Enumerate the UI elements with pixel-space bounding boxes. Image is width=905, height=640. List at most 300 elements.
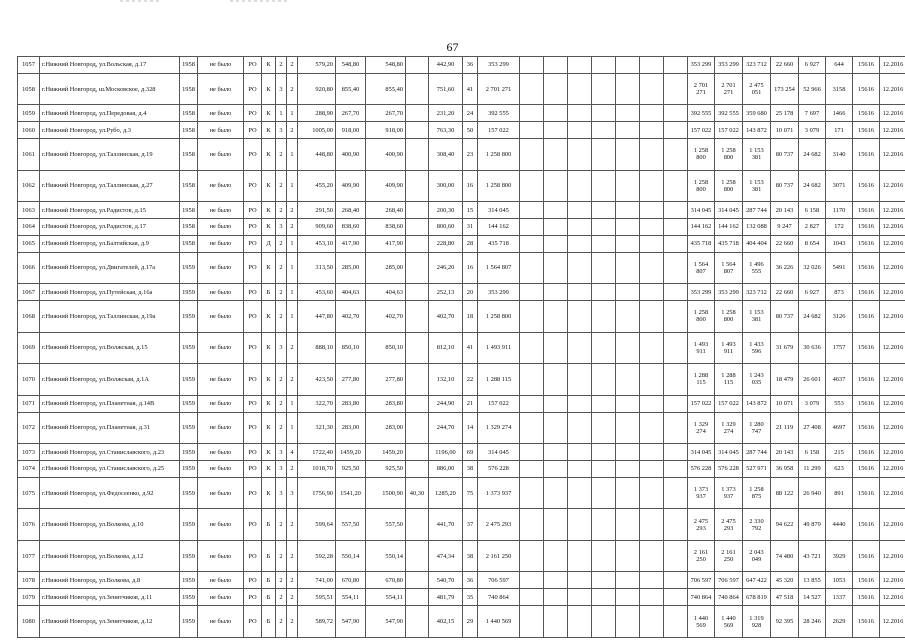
empty-cell (520, 252, 544, 284)
area-living: 838,60 (336, 219, 366, 236)
empty-cell (640, 170, 664, 202)
status: не было (198, 301, 244, 333)
floors: 2 (276, 364, 287, 396)
area-extra (406, 572, 429, 589)
empty-cell (568, 477, 592, 509)
cost-4: 80 737 (771, 170, 799, 202)
cost-1: 740 864 (688, 589, 715, 606)
area-living-2: 548,80 (366, 57, 406, 74)
area-total: 448,80 (298, 139, 336, 171)
empty-cell (544, 301, 568, 333)
build-year: 1959 (180, 252, 198, 284)
status: не было (198, 252, 244, 284)
cost-3: 2 475 051 (743, 73, 771, 105)
area-living: 548,80 (336, 57, 366, 74)
cost-total: 2 701 271 (478, 73, 520, 105)
days: 2629 (826, 606, 853, 638)
address: г.Нижний Новгород, ул.Балтийская, д.9 (40, 235, 180, 252)
row-number: 1061 (18, 139, 40, 171)
empty-cell (568, 284, 592, 301)
empty-cell (616, 252, 640, 284)
area-living-2: 850,10 (366, 332, 406, 364)
cost-1: 157 022 (688, 122, 715, 139)
area-total: 1005,00 (298, 122, 336, 139)
area-extra (406, 332, 429, 364)
empty-cell (592, 73, 616, 105)
cost-total: 706 597 (478, 572, 520, 589)
cost-2: 1 493 911 (715, 332, 743, 364)
date: 12.2016 (880, 332, 905, 364)
days: 171 (826, 122, 853, 139)
status: не было (198, 219, 244, 236)
wall-type: К (262, 170, 276, 202)
date: 12.2016 (880, 395, 905, 412)
status: не было (198, 284, 244, 301)
area-nonres: 763,30 (429, 122, 463, 139)
area-extra (406, 219, 429, 236)
empty-cell (568, 412, 592, 444)
cost-4: 20 143 (771, 444, 799, 461)
days: 891 (826, 477, 853, 509)
row-number: 1080 (18, 606, 40, 638)
code: 15616 (853, 57, 880, 74)
entrances: 2 (287, 57, 298, 74)
empty-cell (544, 57, 568, 74)
empty-cell (592, 332, 616, 364)
code: 15616 (853, 122, 880, 139)
code: 15616 (853, 412, 880, 444)
cost-4: 36 958 (771, 460, 799, 477)
area-living: 268,40 (336, 202, 366, 219)
empty-cell (568, 219, 592, 236)
area-nonres: 308,40 (429, 139, 463, 171)
area-living-2: 417,90 (366, 235, 406, 252)
empty-cell (592, 444, 616, 461)
area-living-2: 402,70 (366, 301, 406, 333)
cost-1: 435 718 (688, 235, 715, 252)
entrances: 2 (287, 589, 298, 606)
entrances: 2 (287, 219, 298, 236)
empty-cell (520, 105, 544, 122)
area-nonres: 441,70 (429, 509, 463, 541)
wall-type: Б (262, 589, 276, 606)
cost-4: 88 122 (771, 477, 799, 509)
area-nonres: 540,70 (429, 572, 463, 589)
status: не было (198, 395, 244, 412)
floors: 2 (276, 170, 287, 202)
row-number: 1069 (18, 332, 40, 364)
empty-cell (544, 444, 568, 461)
cost-3: 323 712 (743, 57, 771, 74)
entrances: 2 (287, 73, 298, 105)
area-living: 547,90 (336, 606, 366, 638)
empty-cell (544, 606, 568, 638)
area-total: 592,28 (298, 540, 336, 572)
entrances: 1 (287, 395, 298, 412)
empty-cell (544, 252, 568, 284)
status: не было (198, 444, 244, 461)
material: РО (244, 540, 262, 572)
build-year: 1959 (180, 364, 198, 396)
area-total: 888,10 (298, 332, 336, 364)
empty-cell (544, 73, 568, 105)
area-living-2: 283,00 (366, 412, 406, 444)
build-year: 1959 (180, 301, 198, 333)
address: г.Нижний Новгород, ул.Таллинская, д.19 (40, 139, 180, 171)
empty-cell (592, 540, 616, 572)
build-year: 1958 (180, 122, 198, 139)
floors: 2 (276, 202, 287, 219)
empty-cell (520, 235, 544, 252)
cost-1: 392 555 (688, 105, 715, 122)
area-nonres: 812,10 (429, 332, 463, 364)
cost-4: 25 178 (771, 105, 799, 122)
date: 12.2016 (880, 460, 905, 477)
cost-1: 1 258 800 (688, 139, 715, 171)
cost-5: 3 079 (799, 395, 826, 412)
address: г.Нижний Новгород, ул.Волжская, д.1А (40, 364, 180, 396)
cost-5: 13 855 (799, 572, 826, 589)
empty-cell (664, 139, 688, 171)
floors: 2 (276, 412, 287, 444)
date: 12.2016 (880, 589, 905, 606)
code: 15616 (853, 202, 880, 219)
row-number: 1075 (18, 477, 40, 509)
status: не было (198, 589, 244, 606)
status: не было (198, 477, 244, 509)
cost-2: 576 228 (715, 460, 743, 477)
address: г.Нижний Новгород, ул.Зенитчиков, д.11 (40, 589, 180, 606)
row-number: 1060 (18, 122, 40, 139)
cost-total: 1 564 807 (478, 252, 520, 284)
table-row (18, 139, 905, 171)
cost-3: 1 258 875 (743, 477, 771, 509)
empty-cell (592, 460, 616, 477)
cost-3: 143 872 (743, 395, 771, 412)
area-living-2: 838,60 (366, 219, 406, 236)
area-extra (406, 73, 429, 105)
area-living-2: 554,11 (366, 589, 406, 606)
area-living: 417,90 (336, 235, 366, 252)
empty-cell (520, 589, 544, 606)
empty-cell (520, 170, 544, 202)
residents: 35 (463, 589, 478, 606)
build-year: 1958 (180, 235, 198, 252)
days: 4440 (826, 509, 853, 541)
cost-1: 706 597 (688, 572, 715, 589)
code: 15616 (853, 395, 880, 412)
entrances: 2 (287, 122, 298, 139)
address: г.Нижний Новгород, ул.Волжская, д.15 (40, 332, 180, 364)
empty-cell (640, 235, 664, 252)
table-row (18, 332, 905, 364)
empty-cell (544, 105, 568, 122)
cost-total: 314 045 (478, 444, 520, 461)
cost-5: 24 682 (799, 170, 826, 202)
empty-cell (592, 202, 616, 219)
cost-5: 6 158 (799, 202, 826, 219)
empty-cell (640, 105, 664, 122)
cost-1: 1 258 800 (688, 170, 715, 202)
empty-cell (544, 219, 568, 236)
area-extra (406, 606, 429, 638)
cost-total: 1 258 800 (478, 139, 520, 171)
date: 12.2016 (880, 139, 905, 171)
table-row (18, 73, 905, 105)
days: 215 (826, 444, 853, 461)
empty-cell (520, 219, 544, 236)
empty-cell (616, 460, 640, 477)
cost-1: 157 022 (688, 395, 715, 412)
empty-cell (616, 122, 640, 139)
cost-total: 1 493 911 (478, 332, 520, 364)
date: 12.2016 (880, 444, 905, 461)
empty-cell (616, 235, 640, 252)
cost-4: 21 119 (771, 412, 799, 444)
date: 12.2016 (880, 477, 905, 509)
residents: 29 (463, 606, 478, 638)
code: 15616 (853, 364, 880, 396)
empty-cell (544, 477, 568, 509)
cost-3: 143 872 (743, 122, 771, 139)
days: 4637 (826, 364, 853, 396)
cost-5: 6 927 (799, 57, 826, 74)
cost-5: 3 079 (799, 122, 826, 139)
cost-3: 323 712 (743, 284, 771, 301)
address: г.Нижний Новгород, ш.Московское, д.328 (40, 73, 180, 105)
cost-4: 74 480 (771, 540, 799, 572)
empty-cell (544, 202, 568, 219)
cost-5: 28 246 (799, 606, 826, 638)
empty-cell (664, 364, 688, 396)
empty-cell (544, 412, 568, 444)
status: не было (198, 572, 244, 589)
table-row (18, 57, 905, 74)
days: 3140 (826, 139, 853, 171)
build-year: 1959 (180, 477, 198, 509)
area-living-2: 670,80 (366, 572, 406, 589)
area-living: 557,50 (336, 509, 366, 541)
table-row (18, 219, 905, 236)
table-row (18, 284, 905, 301)
wall-type: К (262, 122, 276, 139)
residents: 15 (463, 202, 478, 219)
area-living-2: 918,00 (366, 122, 406, 139)
table-row (18, 122, 905, 139)
empty-cell (592, 57, 616, 74)
row-number: 1065 (18, 235, 40, 252)
empty-cell (568, 589, 592, 606)
cost-1: 2 161 250 (688, 540, 715, 572)
area-total: 909,60 (298, 219, 336, 236)
code: 15616 (853, 235, 880, 252)
status: не было (198, 606, 244, 638)
empty-cell (640, 73, 664, 105)
empty-cell (592, 105, 616, 122)
address: г.Нижний Новгород, ул.Станиславского, д.25 (40, 460, 180, 477)
cost-total: 2 475 293 (478, 509, 520, 541)
date: 12.2016 (880, 219, 905, 236)
material: РО (244, 364, 262, 396)
date: 12.2016 (880, 364, 905, 396)
build-year: 1959 (180, 284, 198, 301)
area-total: 589,72 (298, 606, 336, 638)
area-living-2: 547,90 (366, 606, 406, 638)
floors: 2 (276, 301, 287, 333)
days: 3158 (826, 73, 853, 105)
empty-cell (568, 364, 592, 396)
cost-1: 1 564 807 (688, 252, 715, 284)
empty-cell (520, 57, 544, 74)
area-total: 288,90 (298, 105, 336, 122)
cost-2: 1 564 807 (715, 252, 743, 284)
cost-4: 10 071 (771, 122, 799, 139)
date: 12.2016 (880, 284, 905, 301)
cost-2: 144 162 (715, 219, 743, 236)
address: г.Нижний Новгород, ул.Планетная, д.14В (40, 395, 180, 412)
empty-cell (544, 364, 568, 396)
floors: 2 (276, 139, 287, 171)
row-number: 1066 (18, 252, 40, 284)
address: г.Нижний Новгород, ул.Радистов, д.15 (40, 202, 180, 219)
code: 15616 (853, 170, 880, 202)
build-year: 1958 (180, 139, 198, 171)
build-year: 1959 (180, 395, 198, 412)
row-number: 1077 (18, 540, 40, 572)
entrances: 1 (287, 412, 298, 444)
cost-1: 314 045 (688, 444, 715, 461)
cost-total: 576 228 (478, 460, 520, 477)
area-living-2: 1459,20 (366, 444, 406, 461)
material: РО (244, 122, 262, 139)
area-living: 855,40 (336, 73, 366, 105)
entrances: 2 (287, 509, 298, 541)
row-number: 1064 (18, 219, 40, 236)
empty-cell (568, 444, 592, 461)
empty-cell (616, 444, 640, 461)
cost-2: 353 299 (715, 284, 743, 301)
address: г.Нижний Новгород, ул.Зенитчиков, д.12 (40, 606, 180, 638)
cost-2: 1 258 800 (715, 170, 743, 202)
build-year: 1959 (180, 509, 198, 541)
area-living: 670,80 (336, 572, 366, 589)
address: г.Нижний Новгород, ул.Таллинская, д.27 (40, 170, 180, 202)
empty-cell (592, 572, 616, 589)
residents: 16 (463, 252, 478, 284)
status: не было (198, 170, 244, 202)
status: не было (198, 460, 244, 477)
empty-cell (520, 540, 544, 572)
empty-cell (664, 219, 688, 236)
cost-3: 2 330 792 (743, 509, 771, 541)
code: 15616 (853, 460, 880, 477)
area-living: 925,50 (336, 460, 366, 477)
cost-1: 314 045 (688, 202, 715, 219)
cost-4: 36 226 (771, 252, 799, 284)
date: 12.2016 (880, 540, 905, 572)
cost-total: 157 022 (478, 395, 520, 412)
area-nonres: 474,34 (429, 540, 463, 572)
wall-type: К (262, 73, 276, 105)
date: 12.2016 (880, 572, 905, 589)
area-nonres: 228,80 (429, 235, 463, 252)
area-living: 400,90 (336, 139, 366, 171)
empty-cell (664, 540, 688, 572)
cost-4: 22 660 (771, 284, 799, 301)
material: РО (244, 332, 262, 364)
wall-type: К (262, 252, 276, 284)
wall-type: Б (262, 540, 276, 572)
residents: 75 (463, 477, 478, 509)
cost-total: 392 555 (478, 105, 520, 122)
material: РО (244, 73, 262, 105)
cost-4: 20 143 (771, 202, 799, 219)
area-nonres: 244,90 (429, 395, 463, 412)
cost-4: 173 254 (771, 73, 799, 105)
row-number: 1072 (18, 412, 40, 444)
cost-5: 43 721 (799, 540, 826, 572)
cost-5: 8 654 (799, 235, 826, 252)
empty-cell (544, 509, 568, 541)
cost-3: 1 280 747 (743, 412, 771, 444)
empty-cell (568, 460, 592, 477)
cost-total: 1 258 800 (478, 301, 520, 333)
empty-cell (568, 332, 592, 364)
area-nonres: 402,15 (429, 606, 463, 638)
cost-4: 22 660 (771, 235, 799, 252)
residents: 24 (463, 105, 478, 122)
area-total: 453,60 (298, 284, 336, 301)
cost-3: 2 043 049 (743, 540, 771, 572)
material: РО (244, 589, 262, 606)
entrances: 2 (287, 202, 298, 219)
empty-cell (592, 252, 616, 284)
floors: 2 (276, 589, 287, 606)
floors: 2 (276, 540, 287, 572)
area-total: 313,50 (298, 252, 336, 284)
area-extra (406, 364, 429, 396)
code: 15616 (853, 606, 880, 638)
cost-5: 49 879 (799, 509, 826, 541)
row-number: 1079 (18, 589, 40, 606)
empty-cell (640, 460, 664, 477)
cost-4: 45 320 (771, 572, 799, 589)
empty-cell (640, 301, 664, 333)
cost-4: 9 247 (771, 219, 799, 236)
table-row (18, 572, 905, 589)
cost-4: 22 660 (771, 57, 799, 74)
area-total: 579,20 (298, 57, 336, 74)
residents: 14 (463, 412, 478, 444)
cost-2: 706 597 (715, 572, 743, 589)
build-year: 1959 (180, 412, 198, 444)
wall-type: К (262, 412, 276, 444)
code: 15616 (853, 572, 880, 589)
area-nonres: 200,30 (429, 202, 463, 219)
table-row (18, 606, 905, 638)
material: РО (244, 105, 262, 122)
days: 3071 (826, 170, 853, 202)
empty-cell (544, 589, 568, 606)
area-extra (406, 105, 429, 122)
code: 15616 (853, 509, 880, 541)
build-year: 1958 (180, 73, 198, 105)
area-living-2: 283,80 (366, 395, 406, 412)
area-nonres: 442,90 (429, 57, 463, 74)
empty-cell (616, 477, 640, 509)
status: не было (198, 364, 244, 396)
cost-2: 314 045 (715, 202, 743, 219)
